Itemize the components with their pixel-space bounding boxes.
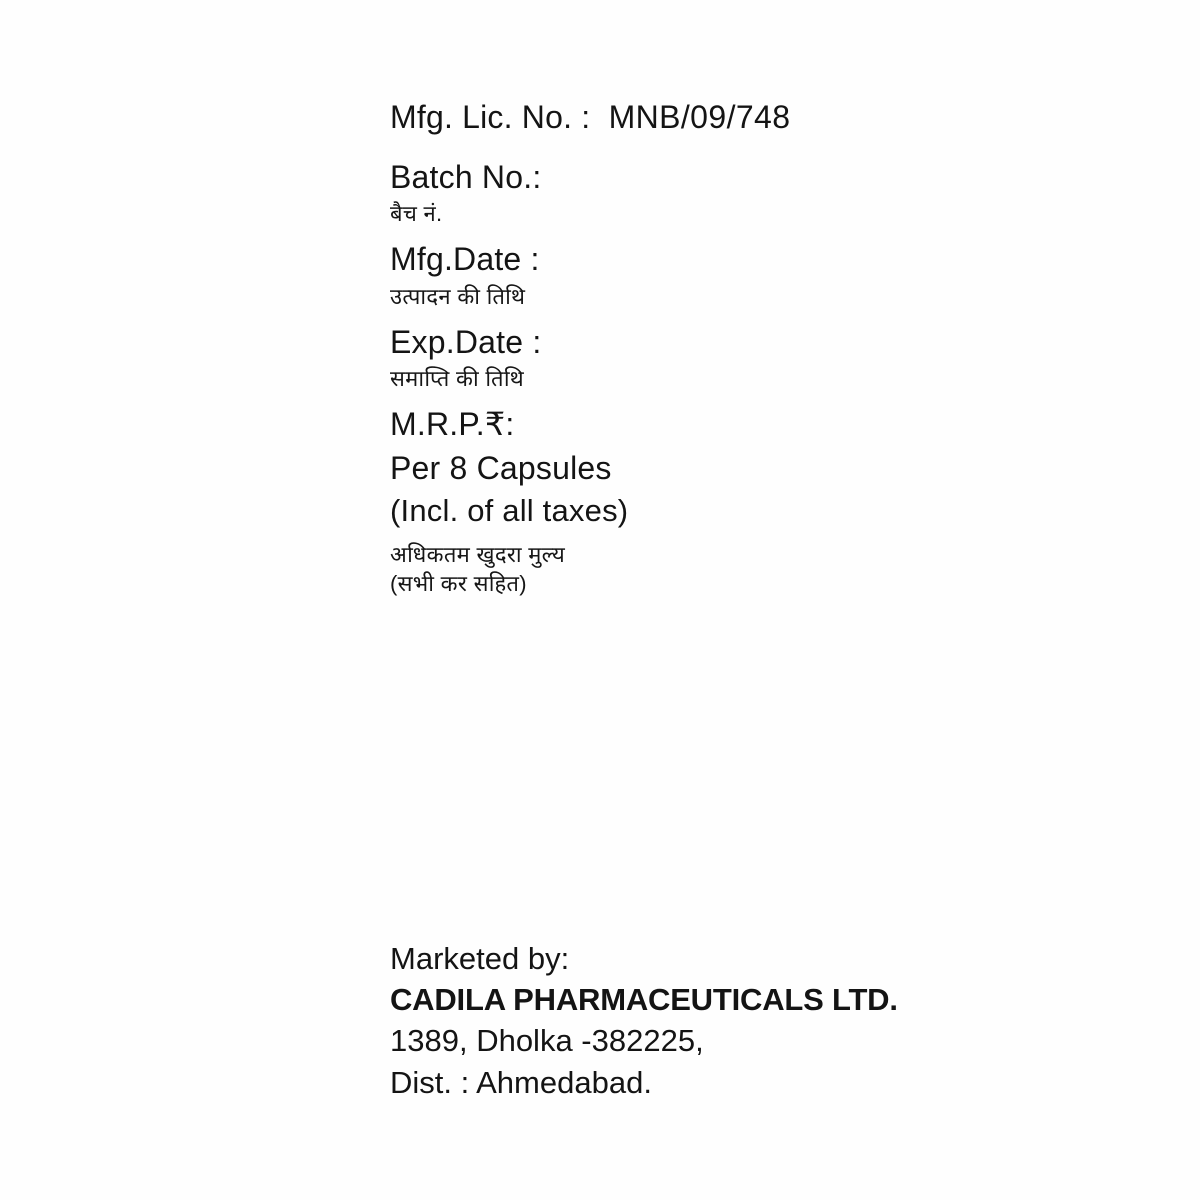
exp-date-label: Exp.Date : <box>390 323 542 360</box>
mfg-lic-line <box>390 96 1130 140</box>
marketer-block <box>390 938 1150 1103</box>
marketer-address-line-1: 1389, Dholka -382225, <box>390 1023 704 1059</box>
field-batch-no <box>390 156 1130 229</box>
mfg-lic-label: Mfg. Lic. No. : <box>390 99 591 135</box>
mrp-tax-line-hindi: (सभी कर सहित) <box>390 571 527 597</box>
mfg-date-label: Mfg.Date : <box>390 241 540 278</box>
marketer-address-line-2: Dist. : Ahmedabad. <box>390 1064 652 1100</box>
field-exp-date <box>390 321 1130 394</box>
mfg-date-label-hindi: उत्पादन की तिथि <box>390 283 526 309</box>
marketer-heading: Marketed by: <box>390 941 570 976</box>
mfg-lic-value: MNB/09/748 <box>608 99 791 135</box>
mrp-label: M.R.P.₹: <box>390 406 515 443</box>
product-details-block <box>390 96 1130 614</box>
field-mfg-lic <box>390 96 1130 140</box>
mrp-pack-line: Per 8 Capsules <box>390 449 612 486</box>
batch-no-label-hindi: बैच नं. <box>390 201 443 227</box>
mrp-tax-line: (Incl. of all taxes) <box>390 493 629 529</box>
exp-date-label-hindi: समाप्ति की तिथि <box>390 366 524 392</box>
marketer-name: CADILA PHARMACEUTICALS LTD. <box>390 982 898 1018</box>
field-mfg-date <box>390 238 1130 311</box>
mrp-label-hindi: अधिकतम खुदरा मुल्य <box>390 542 566 568</box>
field-mrp <box>390 403 1130 598</box>
batch-no-label: Batch No.: <box>390 158 542 195</box>
